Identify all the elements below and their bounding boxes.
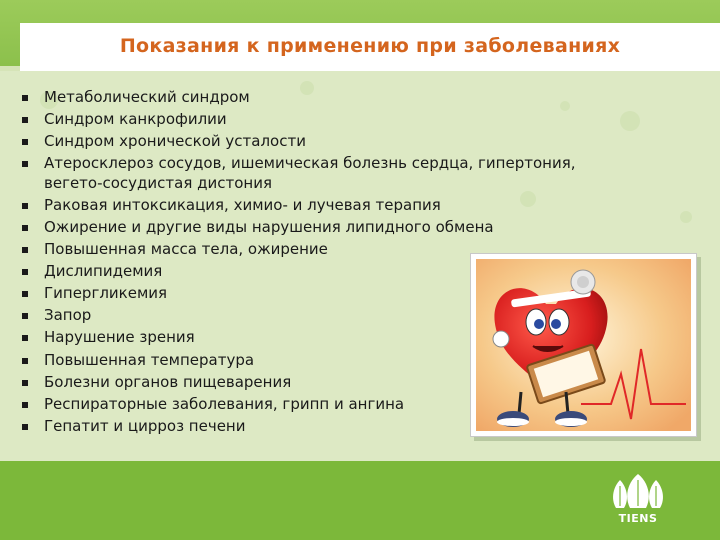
bullet-icon <box>22 424 28 430</box>
bullet-icon <box>22 139 28 145</box>
list-item: Раковая интоксикация, химио- и лучевая терапия <box>22 196 602 216</box>
bullet-icon <box>22 335 28 341</box>
list-item: Гипергликемия <box>22 284 602 304</box>
bullet-icon <box>22 247 28 253</box>
bullet-icon <box>22 225 28 231</box>
bullet-icon <box>22 203 28 209</box>
list-item: Повышенная температура <box>22 351 602 371</box>
background-pattern <box>680 211 692 223</box>
list-item: Болезни органов пищеварения <box>22 373 602 393</box>
bullet-icon <box>22 313 28 319</box>
list-item: Атеросклероз сосудов, ишемическая болезнь сердца, гипертония, вегето-сосудистая дистония <box>22 154 602 193</box>
heart-doctor-illustration <box>470 253 697 437</box>
list-item: Повышенная масса тела, ожирение <box>22 240 602 260</box>
bullet-icon <box>22 269 28 275</box>
list-item: Синдром канкрофилии <box>22 110 602 130</box>
list-item: Респираторные заболевания, грипп и ангина <box>22 395 602 415</box>
page-title: Показания к применению при заболеваниях <box>119 35 621 57</box>
leaf-logo-icon <box>608 472 668 512</box>
bullet-icon <box>22 358 28 364</box>
list-item: Запор <box>22 306 602 326</box>
list-item: Нарушение зрения <box>22 328 602 348</box>
title-bar <box>20 23 720 71</box>
tiens-logo <box>608 472 668 530</box>
list-item: Метаболический синдром <box>22 88 602 108</box>
list-item: Гепатит и цирроз печени <box>22 417 602 437</box>
bullet-icon <box>22 402 28 408</box>
list-item: Дислипидемия <box>22 262 602 282</box>
bullet-icon <box>22 117 28 123</box>
background-pattern <box>620 111 640 131</box>
list-item: Синдром хронической усталости <box>22 132 602 152</box>
bullet-icon <box>22 95 28 101</box>
bullet-icon <box>22 380 28 386</box>
logo-text: TIENS <box>618 512 658 525</box>
bullet-icon <box>22 161 28 167</box>
list-item: Ожирение и другие виды нарушения липидного обмена <box>22 218 602 238</box>
bullet-icon <box>22 291 28 297</box>
heart-doctor-icon <box>471 254 696 436</box>
